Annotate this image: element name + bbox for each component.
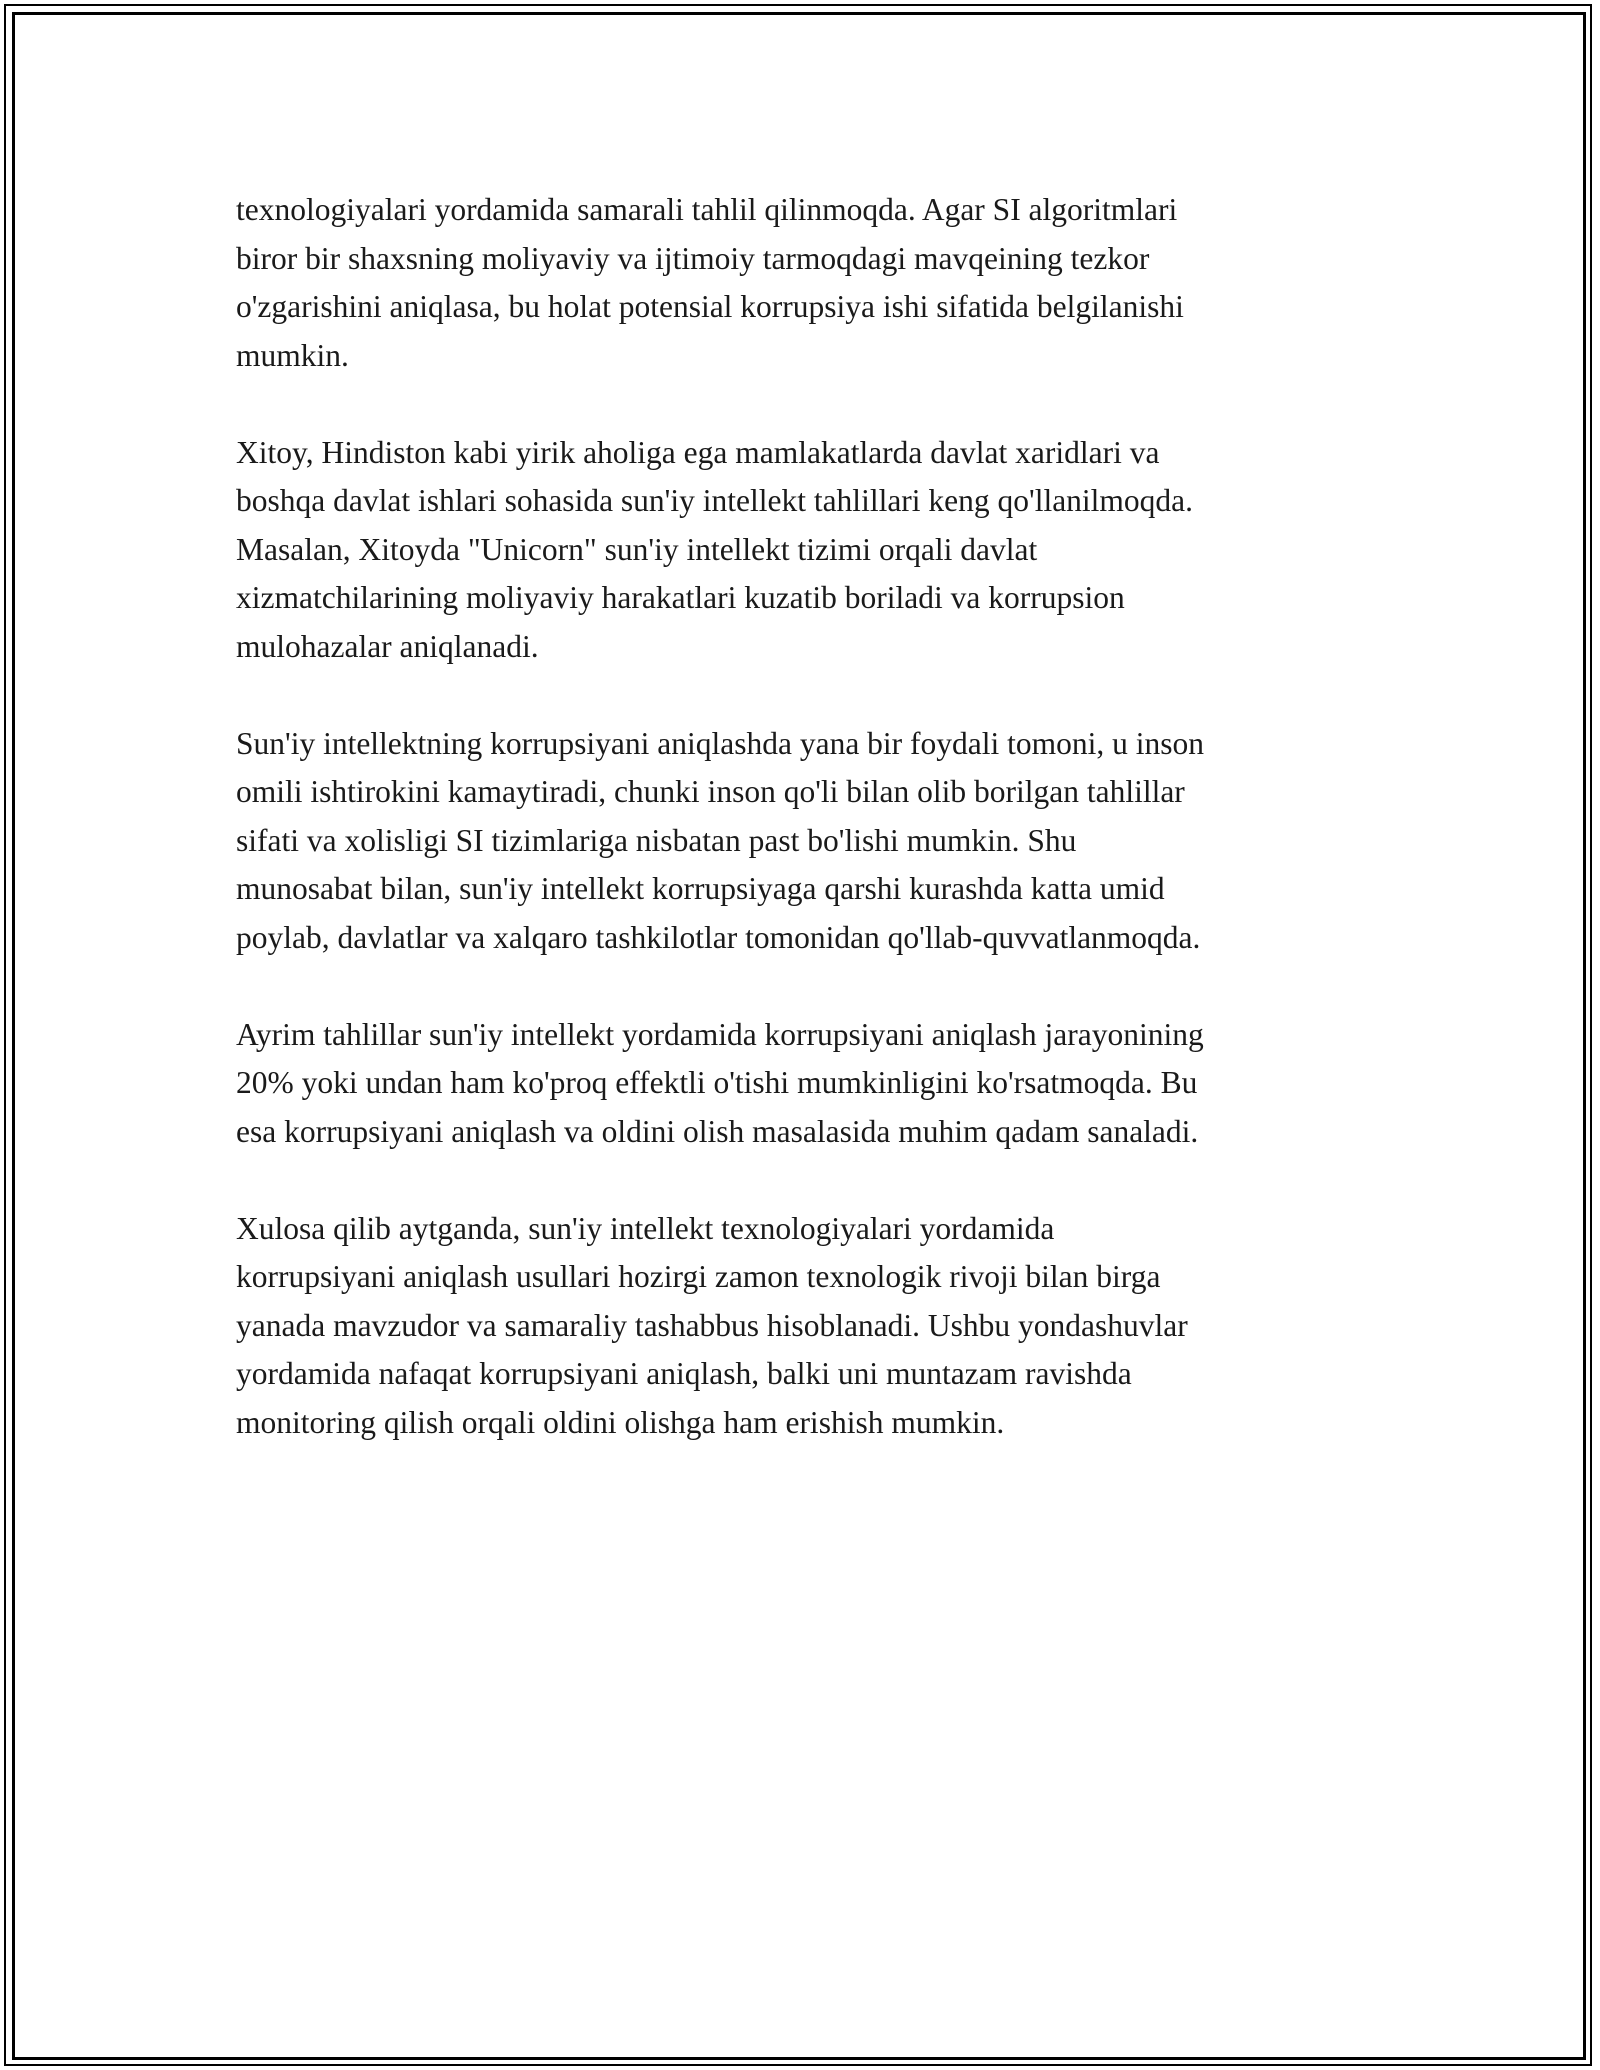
text-line: Masalan, Xitoyda "Unicorn" sun'iy intellekt tizimi orqali davlat	[236, 531, 1038, 567]
paragraph	[236, 186, 1376, 380]
text-line: esa korrupsiyani aniqlash va oldini olish masalasida muhim qadam sanaladi.	[236, 1113, 1199, 1149]
text-line: omili ishtirokini kamaytiradi, chunki inson qo'li bilan olib borilgan tahlillar	[236, 774, 1185, 809]
text-line: mumkin.	[236, 337, 349, 373]
text-line: 20% yoki undan ham ko'proq effektli o'tishi mumkinligini ko'rsatmoqda. Bu	[236, 1065, 1198, 1100]
text-line: sifati va xolisligi SI tizimlariga nisbatan past bo'lishi mumkin. Shu	[236, 822, 1077, 858]
text-line: boshqa davlat ishlari sohasida sun'iy intellekt tahlillari keng qo'llanilmoqda.	[236, 483, 1194, 518]
text-line: yanada mavzudor va samaraliy tashabbus hisoblanadi. Ushbu yondashuvlar	[236, 1307, 1188, 1343]
paragraph	[236, 720, 1376, 963]
text-line: xizmatchilarining moliyaviy harakatlari kuzatib boriladi va korrupsion	[236, 580, 1125, 615]
text-line: Xitoy, Hindiston kabi yirik aholiga ega mamlakatlarda davlat xaridlari va	[236, 434, 1160, 470]
text-line: biror bir shaxsning moliyaviy va ijtimoiy tarmoqdagi mavqeining tezkor	[236, 240, 1150, 276]
text-line: yordamida nafaqat korrupsiyani aniqlash, balki uni muntazam ravishda	[236, 1356, 1132, 1391]
text-line: texnologiyalari yordamida samarali tahlil qilinmoqda. Agar SI algoritmlari	[236, 192, 1178, 227]
text-line: munosabat bilan, sun'iy intellekt korrupsiyaga qarshi kurashda katta umid	[236, 871, 1165, 906]
text-line: Sun'iy intellektning korrupsiyani aniqlashda yana bir foydali tomoni, u inson	[236, 725, 1205, 761]
text-line: Xulosa qilib aytganda, sun'iy intellekt texnologiyalari yordamida	[236, 1210, 1055, 1246]
document-body	[236, 186, 1376, 1496]
text-line: korrupsiyani aniqlash usullari hozirgi zamon texnologik rivoji bilan birga	[236, 1259, 1161, 1294]
text-line: monitoring qilish orqali oldini olishga ham erishish mumkin.	[236, 1404, 1005, 1440]
paragraph	[236, 1205, 1376, 1448]
text-line: poylab, davlatlar va xalqaro tashkilotlar tomonidan qo'llab-quvvatlanmoqda.	[236, 919, 1201, 955]
text-line: o'zgarishini aniqlasa, bu holat potensial korrupsiya ishi sifatida belgilanishi	[236, 289, 1184, 324]
text-line: mulohazalar aniqlanadi.	[236, 628, 539, 664]
paragraph	[236, 429, 1376, 672]
text-line: Ayrim tahlillar sun'iy intellekt yordamida korrupsiyani aniqlash jarayonining	[236, 1016, 1204, 1052]
paragraph	[236, 1011, 1376, 1157]
